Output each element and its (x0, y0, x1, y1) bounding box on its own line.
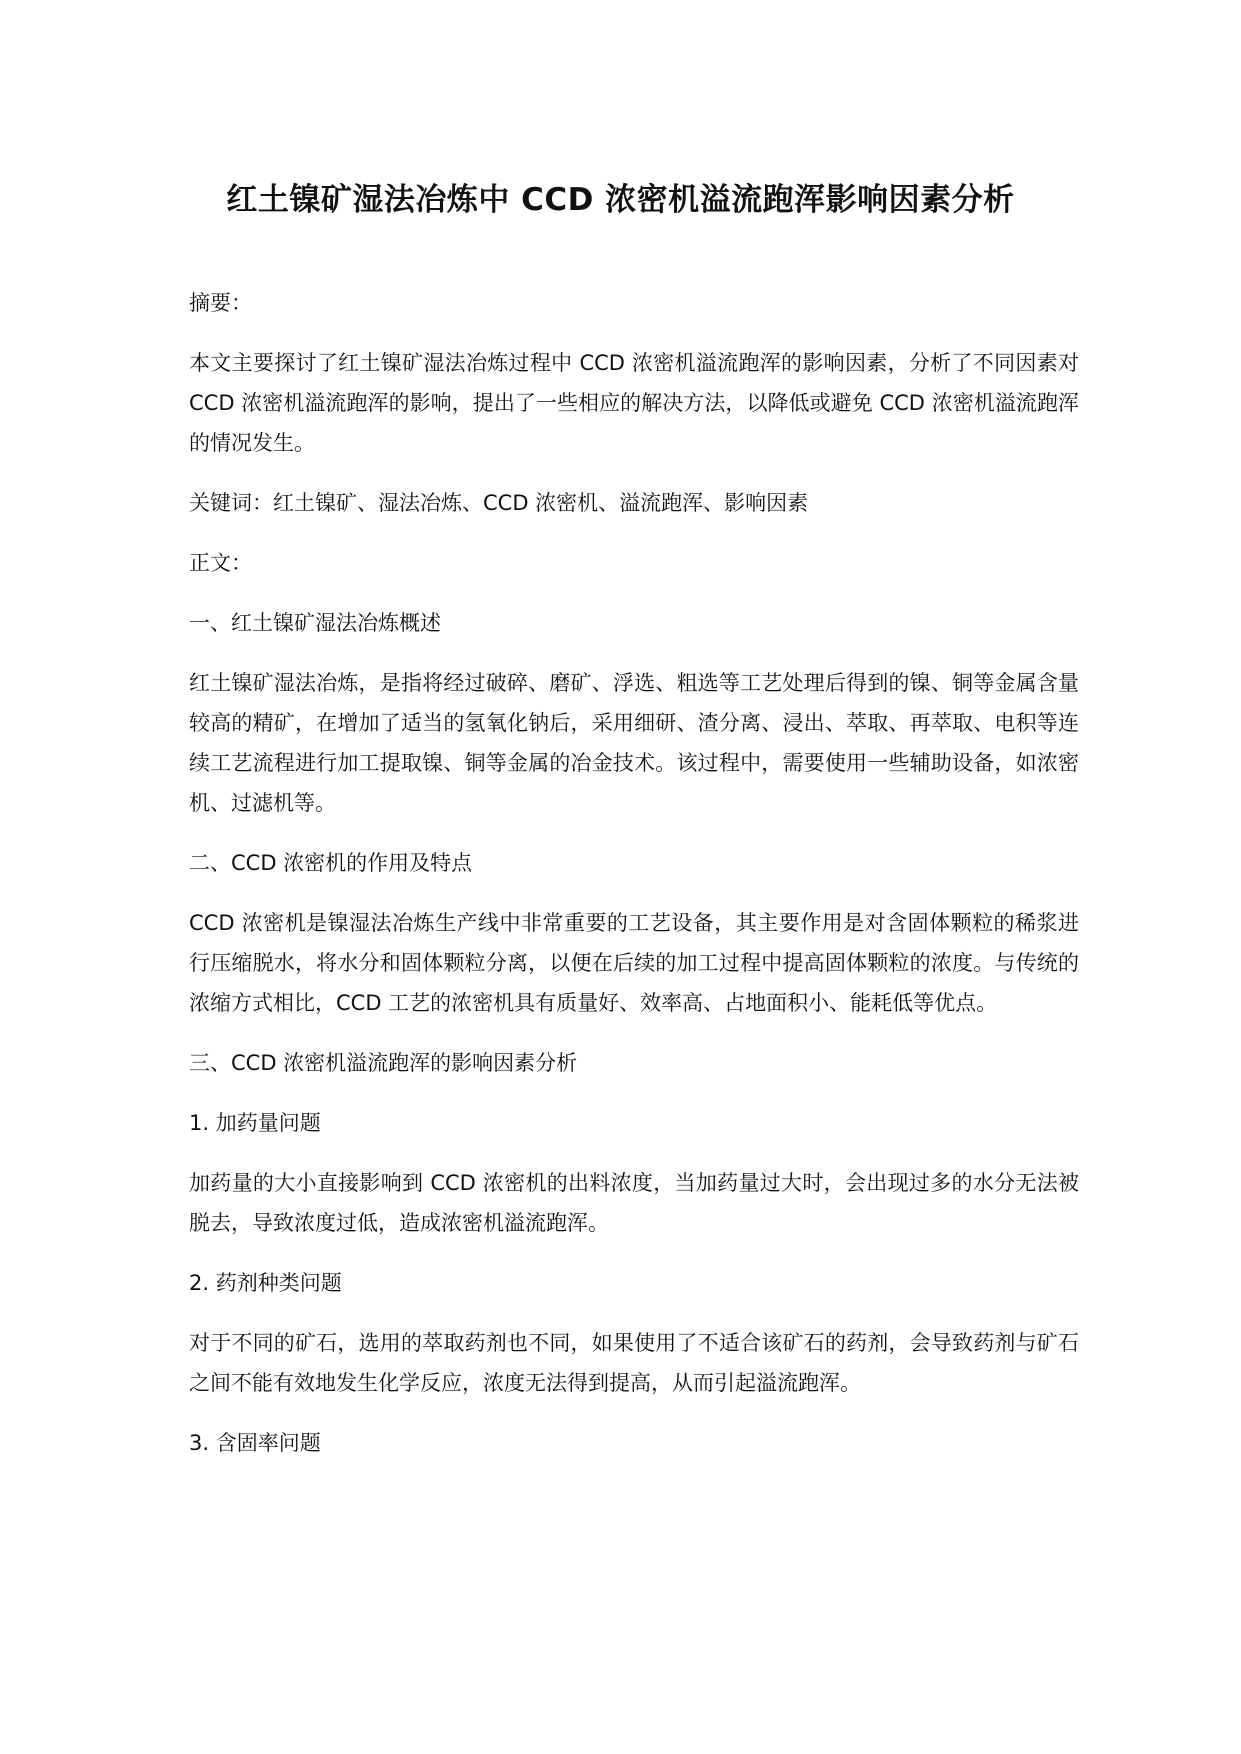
subsection-heading: 2. 药剂种类问题 (189, 1271, 342, 1295)
section-text: CCD 浓密机是镍湿法冶炼生产线中非常重要的工艺设备，其主要作用是对含固体颗粒的稀浆进行压缩脱水，将水分和固体颗粒分离，以便在后续的加工过程中提高固体颗粒的浓度。与传统的浓缩方式相比，CCD 工艺的浓密机具有质量好、效率高、占地面积小、能耗低等优点。 (189, 911, 1079, 1015)
section-heading: 二、CCD 浓密机的作用及特点 (189, 851, 473, 875)
body-label: 正文： (189, 551, 252, 575)
subsection-text: 对于不同的矿石，选用的萃取药剂也不同，如果使用了不适合该矿石的药剂，会导致药剂与矿石之间不能有效地发生化学反应，浓度无法得到提高，从而引起溢流跑浑。 (189, 1331, 1079, 1395)
document-title: 红土镍矿湿法冶炼中 CCD 浓密机溢流跑浑影响因素分析 (226, 182, 1015, 218)
section-heading: 三、CCD 浓密机溢流跑浑的影响因素分析 (189, 1051, 578, 1075)
section-text: 红土镍矿湿法冶炼，是指将经过破碎、磨矿、浮选、粗选等工艺处理后得到的镍、铜等金属含量较高的精矿，在增加了适当的氢氧化钠后，采用细研、渣分离、浸出、萃取、再萃取、电积等连续工艺流程进行加工提取镍、铜等金属的冶金技术。该过程中，需要使用一些辅助设备，如浓密机、过滤机等。 (189, 671, 1079, 815)
subsection-heading: 3. 含固率问题 (189, 1431, 321, 1455)
subsection-heading: 1. 加药量问题 (189, 1111, 321, 1135)
abstract-text: 本文主要探讨了红土镍矿湿法冶炼过程中 CCD 浓密机溢流跑浑的影响因素，分析了不同因素对 CCD 浓密机溢流跑浑的影响，提出了一些相应的解决方法，以降低或避免 CCD 浓密机溢流跑浑的情况发生。 (189, 351, 1080, 455)
abstract-label: 摘要： (189, 291, 252, 315)
keywords-line: 关键词：红土镍矿、湿法冶炼、CCD 浓密机、溢流跑浑、影响因素 (189, 491, 809, 515)
document-body (189, 283, 1079, 1483)
section-heading: 一、红土镍矿湿法冶炼概述 (189, 611, 441, 635)
subsection-text: 加药量的大小直接影响到 CCD 浓密机的出料浓度，当加药量过大时，会出现过多的水分无法被脱去，导致浓度过低，造成浓密机溢流跑浑。 (189, 1171, 1079, 1235)
